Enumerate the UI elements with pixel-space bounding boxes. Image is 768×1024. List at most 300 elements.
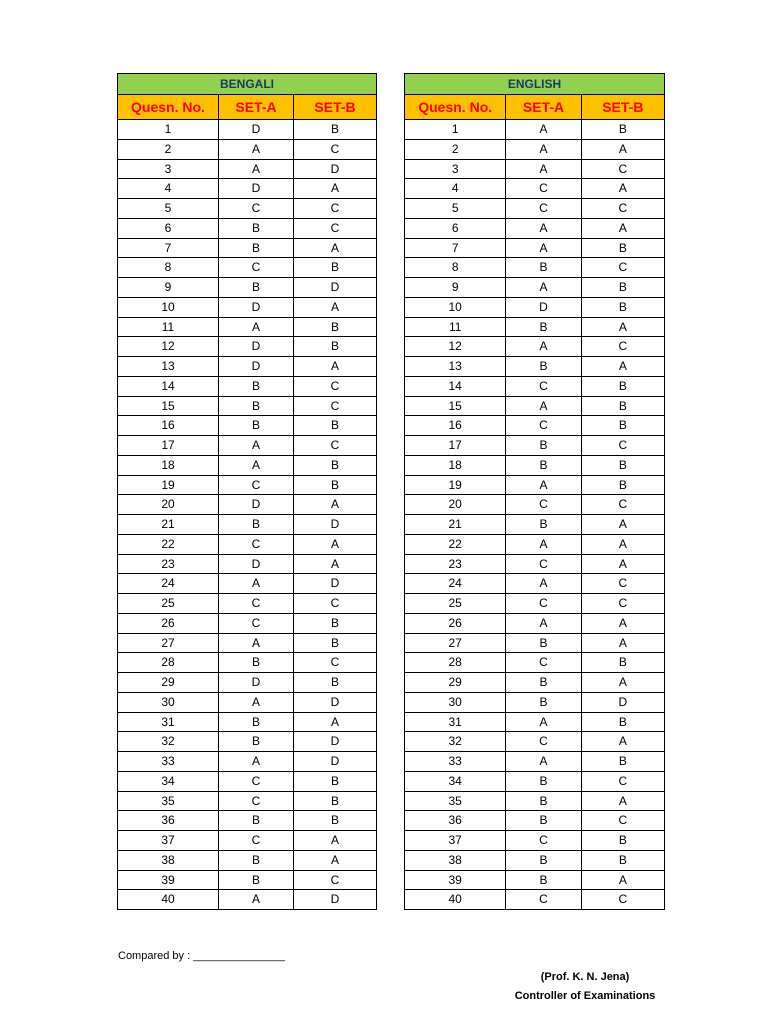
signatory-title: Controller of Examinations xyxy=(514,990,656,1002)
set-a-answer-cell: D xyxy=(219,120,294,140)
header-question-number: Quesn. No. xyxy=(118,95,219,120)
set-b-answer-cell: A xyxy=(581,732,664,752)
set-b-answer-cell: C xyxy=(294,436,377,456)
table-row xyxy=(405,653,665,673)
set-a-answer-cell: B xyxy=(219,515,294,535)
question-number-cell: 9 xyxy=(118,278,219,298)
set-a-answer-cell: C xyxy=(506,376,581,396)
set-a-answer-cell: C xyxy=(219,831,294,851)
table-row xyxy=(405,633,665,653)
table-header-row xyxy=(118,95,377,120)
table-title-row xyxy=(118,74,377,95)
set-b-answer-cell: A xyxy=(294,179,377,199)
question-number-cell: 37 xyxy=(405,831,506,851)
table-row xyxy=(405,376,665,396)
set-a-answer-cell: A xyxy=(506,396,581,416)
set-b-answer-cell: B xyxy=(581,120,664,140)
set-a-answer-cell: A xyxy=(506,337,581,357)
set-a-answer-cell: A xyxy=(219,159,294,179)
question-number-cell: 12 xyxy=(405,337,506,357)
set-a-answer-cell: A xyxy=(506,120,581,140)
question-number-cell: 31 xyxy=(405,712,506,732)
set-a-answer-cell: B xyxy=(219,238,294,258)
set-b-answer-cell: A xyxy=(581,357,664,377)
set-a-answer-cell: A xyxy=(219,574,294,594)
table-row xyxy=(118,613,377,633)
set-b-answer-cell: A xyxy=(581,673,664,693)
set-a-answer-cell: C xyxy=(506,594,581,614)
table-row xyxy=(118,238,377,258)
set-b-answer-cell: B xyxy=(581,455,664,475)
question-number-cell: 27 xyxy=(405,633,506,653)
set-a-answer-cell: C xyxy=(506,653,581,673)
table-row xyxy=(118,199,377,219)
bengali-answer-table xyxy=(117,73,377,910)
set-b-answer-cell: C xyxy=(581,199,664,219)
question-number-cell: 11 xyxy=(405,317,506,337)
table-row xyxy=(118,495,377,515)
set-b-answer-cell: A xyxy=(581,791,664,811)
question-number-cell: 25 xyxy=(405,594,506,614)
english-answer-table xyxy=(404,73,665,910)
question-number-cell: 35 xyxy=(405,791,506,811)
table-row xyxy=(118,317,377,337)
question-number-cell: 3 xyxy=(405,159,506,179)
set-b-answer-cell: A xyxy=(294,850,377,870)
question-number-cell: 22 xyxy=(405,534,506,554)
question-number-cell: 39 xyxy=(118,870,219,890)
set-a-answer-cell: A xyxy=(506,139,581,159)
set-a-answer-cell: D xyxy=(219,554,294,574)
set-b-answer-cell: A xyxy=(294,357,377,377)
table-row xyxy=(405,673,665,693)
header-set-a: SET-A xyxy=(219,95,294,120)
set-a-answer-cell: A xyxy=(219,455,294,475)
set-a-answer-cell: A xyxy=(219,752,294,772)
set-a-answer-cell: A xyxy=(219,436,294,456)
table-row xyxy=(405,199,665,219)
question-number-cell: 14 xyxy=(405,376,506,396)
table-row xyxy=(405,357,665,377)
question-number-cell: 26 xyxy=(118,613,219,633)
set-a-answer-cell: B xyxy=(506,870,581,890)
set-a-answer-cell: D xyxy=(219,357,294,377)
set-a-answer-cell: D xyxy=(219,179,294,199)
question-number-cell: 8 xyxy=(118,258,219,278)
set-b-answer-cell: C xyxy=(294,653,377,673)
question-number-cell: 17 xyxy=(405,436,506,456)
set-a-answer-cell: C xyxy=(506,831,581,851)
set-a-answer-cell: B xyxy=(219,850,294,870)
question-number-cell: 10 xyxy=(118,297,219,317)
set-a-answer-cell: B xyxy=(506,791,581,811)
set-a-answer-cell: B xyxy=(506,317,581,337)
question-number-cell: 32 xyxy=(405,732,506,752)
table-row xyxy=(118,692,377,712)
set-a-answer-cell: B xyxy=(219,870,294,890)
question-number-cell: 28 xyxy=(405,653,506,673)
table-row xyxy=(405,692,665,712)
question-number-cell: 4 xyxy=(405,179,506,199)
set-b-answer-cell: A xyxy=(581,554,664,574)
set-a-answer-cell: C xyxy=(506,179,581,199)
question-number-cell: 1 xyxy=(118,120,219,140)
question-number-cell: 38 xyxy=(405,850,506,870)
question-number-cell: 34 xyxy=(118,771,219,791)
question-number-cell: 33 xyxy=(405,752,506,772)
set-a-answer-cell: A xyxy=(506,238,581,258)
set-b-answer-cell: C xyxy=(581,574,664,594)
table-row xyxy=(405,278,665,298)
set-a-answer-cell: C xyxy=(219,258,294,278)
set-b-answer-cell: C xyxy=(581,811,664,831)
set-b-answer-cell: B xyxy=(294,633,377,653)
set-b-answer-cell: A xyxy=(581,534,664,554)
table-row xyxy=(405,475,665,495)
question-number-cell: 13 xyxy=(118,357,219,377)
set-b-answer-cell: C xyxy=(581,771,664,791)
set-b-answer-cell: D xyxy=(294,159,377,179)
set-a-answer-cell: B xyxy=(506,357,581,377)
table-row xyxy=(118,574,377,594)
set-a-answer-cell: B xyxy=(219,811,294,831)
set-a-answer-cell: C xyxy=(506,416,581,436)
set-b-answer-cell: C xyxy=(294,594,377,614)
set-a-answer-cell: A xyxy=(219,890,294,910)
table-row xyxy=(118,752,377,772)
set-b-answer-cell: A xyxy=(581,515,664,535)
set-b-answer-cell: D xyxy=(294,732,377,752)
set-b-answer-cell: B xyxy=(294,258,377,278)
set-b-answer-cell: A xyxy=(581,317,664,337)
table-row xyxy=(405,159,665,179)
set-b-answer-cell: A xyxy=(581,633,664,653)
table-row xyxy=(405,515,665,535)
question-number-cell: 32 xyxy=(118,732,219,752)
question-number-cell: 36 xyxy=(118,811,219,831)
table-row xyxy=(118,179,377,199)
table-row xyxy=(118,534,377,554)
table-header-row xyxy=(405,95,665,120)
set-b-answer-cell: C xyxy=(294,199,377,219)
set-b-answer-cell: A xyxy=(294,495,377,515)
question-number-cell: 37 xyxy=(118,831,219,851)
set-a-answer-cell: B xyxy=(219,653,294,673)
table-title-row xyxy=(405,74,665,95)
signatory-block xyxy=(490,968,680,1006)
set-b-answer-cell: B xyxy=(294,455,377,475)
question-number-cell: 24 xyxy=(405,574,506,594)
set-b-answer-cell: C xyxy=(581,436,664,456)
table-row xyxy=(405,771,665,791)
table-row xyxy=(118,396,377,416)
set-b-answer-cell: B xyxy=(581,376,664,396)
question-number-cell: 2 xyxy=(405,139,506,159)
question-number-cell: 19 xyxy=(405,475,506,495)
set-b-answer-cell: D xyxy=(294,890,377,910)
header-question-number: Quesn. No. xyxy=(405,95,506,120)
table-row xyxy=(405,238,665,258)
question-number-cell: 30 xyxy=(405,692,506,712)
table-row xyxy=(118,475,377,495)
table-row xyxy=(405,396,665,416)
question-number-cell: 16 xyxy=(118,416,219,436)
set-a-answer-cell: B xyxy=(506,515,581,535)
question-number-cell: 18 xyxy=(118,455,219,475)
table-row xyxy=(118,850,377,870)
question-number-cell: 34 xyxy=(405,771,506,791)
table-row xyxy=(118,455,377,475)
table-body xyxy=(118,74,377,910)
set-b-answer-cell: C xyxy=(581,495,664,515)
question-number-cell: 5 xyxy=(405,199,506,219)
table-row xyxy=(118,712,377,732)
set-b-answer-cell: B xyxy=(294,416,377,436)
question-number-cell: 26 xyxy=(405,613,506,633)
set-b-answer-cell: B xyxy=(294,673,377,693)
set-a-answer-cell: C xyxy=(219,791,294,811)
set-b-answer-cell: B xyxy=(581,752,664,772)
question-number-cell: 39 xyxy=(405,870,506,890)
set-a-answer-cell: C xyxy=(506,890,581,910)
table-row xyxy=(405,337,665,357)
set-a-answer-cell: D xyxy=(219,297,294,317)
set-b-answer-cell: B xyxy=(294,120,377,140)
table-row xyxy=(118,357,377,377)
question-number-cell: 2 xyxy=(118,139,219,159)
table-row xyxy=(405,870,665,890)
set-a-answer-cell: A xyxy=(219,139,294,159)
table-row xyxy=(405,791,665,811)
set-b-answer-cell: D xyxy=(294,692,377,712)
set-a-answer-cell: B xyxy=(219,396,294,416)
set-a-answer-cell: B xyxy=(506,771,581,791)
set-a-answer-cell: C xyxy=(219,771,294,791)
question-number-cell: 3 xyxy=(118,159,219,179)
set-b-answer-cell: A xyxy=(294,712,377,732)
signatory-name: (Prof. K. N. Jena) xyxy=(540,971,630,983)
set-a-answer-cell: A xyxy=(506,613,581,633)
table-row xyxy=(118,218,377,238)
table-row xyxy=(118,771,377,791)
table-row xyxy=(118,258,377,278)
table-row xyxy=(118,376,377,396)
table-row xyxy=(405,495,665,515)
question-number-cell: 4 xyxy=(118,179,219,199)
table-row xyxy=(118,633,377,653)
table-body xyxy=(405,74,665,910)
set-b-answer-cell: B xyxy=(294,475,377,495)
set-a-answer-cell: B xyxy=(506,673,581,693)
table-row xyxy=(405,811,665,831)
question-number-cell: 20 xyxy=(118,495,219,515)
question-number-cell: 20 xyxy=(405,495,506,515)
set-b-answer-cell: C xyxy=(581,594,664,614)
header-set-b: SET-B xyxy=(581,95,664,120)
table-row xyxy=(405,712,665,732)
set-b-answer-cell: C xyxy=(294,376,377,396)
question-number-cell: 23 xyxy=(118,554,219,574)
question-number-cell: 25 xyxy=(118,594,219,614)
question-number-cell: 23 xyxy=(405,554,506,574)
set-a-answer-cell: B xyxy=(506,850,581,870)
set-a-answer-cell: B xyxy=(506,633,581,653)
table-row xyxy=(118,159,377,179)
set-a-answer-cell: D xyxy=(219,673,294,693)
set-a-answer-cell: B xyxy=(506,692,581,712)
set-a-answer-cell: B xyxy=(506,811,581,831)
question-number-cell: 13 xyxy=(405,357,506,377)
table-row xyxy=(405,534,665,554)
question-number-cell: 18 xyxy=(405,455,506,475)
set-a-answer-cell: A xyxy=(506,534,581,554)
question-number-cell: 29 xyxy=(118,673,219,693)
question-number-cell: 12 xyxy=(118,337,219,357)
question-number-cell: 24 xyxy=(118,574,219,594)
set-b-answer-cell: D xyxy=(294,515,377,535)
table-row xyxy=(118,831,377,851)
table-row xyxy=(405,139,665,159)
table-row xyxy=(118,278,377,298)
set-b-answer-cell: C xyxy=(581,337,664,357)
table-row xyxy=(405,218,665,238)
set-b-answer-cell: D xyxy=(294,752,377,772)
set-a-answer-cell: A xyxy=(219,633,294,653)
table-row xyxy=(405,554,665,574)
set-b-answer-cell: D xyxy=(581,692,664,712)
set-a-answer-cell: B xyxy=(219,376,294,396)
table-row xyxy=(118,337,377,357)
set-b-answer-cell: B xyxy=(294,337,377,357)
set-a-answer-cell: C xyxy=(219,534,294,554)
set-b-answer-cell: B xyxy=(294,613,377,633)
set-a-answer-cell: B xyxy=(219,218,294,238)
question-number-cell: 7 xyxy=(118,238,219,258)
set-b-answer-cell: C xyxy=(294,139,377,159)
set-a-answer-cell: D xyxy=(219,495,294,515)
set-b-answer-cell: B xyxy=(581,831,664,851)
table-row xyxy=(405,436,665,456)
question-number-cell: 21 xyxy=(405,515,506,535)
question-number-cell: 15 xyxy=(405,396,506,416)
set-b-answer-cell: B xyxy=(581,416,664,436)
question-number-cell: 31 xyxy=(118,712,219,732)
table-row xyxy=(118,297,377,317)
set-b-answer-cell: A xyxy=(581,179,664,199)
question-number-cell: 8 xyxy=(405,258,506,278)
set-b-answer-cell: B xyxy=(581,278,664,298)
table-row xyxy=(405,120,665,140)
set-a-answer-cell: B xyxy=(219,712,294,732)
set-b-answer-cell: B xyxy=(294,771,377,791)
set-b-answer-cell: B xyxy=(581,653,664,673)
set-b-answer-cell: B xyxy=(581,297,664,317)
table-row xyxy=(118,120,377,140)
set-b-answer-cell: B xyxy=(581,712,664,732)
set-a-answer-cell: A xyxy=(219,317,294,337)
table-row xyxy=(118,791,377,811)
set-a-answer-cell: A xyxy=(506,278,581,298)
question-number-cell: 15 xyxy=(118,396,219,416)
table-row xyxy=(405,297,665,317)
table-row xyxy=(405,416,665,436)
table-row xyxy=(405,317,665,337)
table-row xyxy=(118,890,377,910)
set-b-answer-cell: B xyxy=(294,317,377,337)
question-number-cell: 9 xyxy=(405,278,506,298)
set-b-answer-cell: A xyxy=(294,534,377,554)
table-row xyxy=(405,258,665,278)
question-number-cell: 33 xyxy=(118,752,219,772)
question-number-cell: 40 xyxy=(405,890,506,910)
set-a-answer-cell: D xyxy=(219,337,294,357)
set-b-answer-cell: C xyxy=(581,258,664,278)
table-row xyxy=(118,416,377,436)
question-number-cell: 6 xyxy=(405,218,506,238)
set-a-answer-cell: B xyxy=(219,416,294,436)
table-row xyxy=(118,554,377,574)
set-a-answer-cell: B xyxy=(506,436,581,456)
question-number-cell: 22 xyxy=(118,534,219,554)
table-row xyxy=(118,811,377,831)
question-number-cell: 35 xyxy=(118,791,219,811)
set-a-answer-cell: A xyxy=(506,475,581,495)
table-row xyxy=(405,752,665,772)
set-b-answer-cell: A xyxy=(294,554,377,574)
table-row xyxy=(405,732,665,752)
question-number-cell: 40 xyxy=(118,890,219,910)
set-a-answer-cell: A xyxy=(506,752,581,772)
set-b-answer-cell: A xyxy=(581,218,664,238)
set-a-answer-cell: A xyxy=(506,712,581,732)
set-b-answer-cell: B xyxy=(581,475,664,495)
table-row xyxy=(405,850,665,870)
table-row xyxy=(405,831,665,851)
question-number-cell: 21 xyxy=(118,515,219,535)
question-number-cell: 28 xyxy=(118,653,219,673)
question-number-cell: 27 xyxy=(118,633,219,653)
table-row xyxy=(405,594,665,614)
table-row xyxy=(118,870,377,890)
table-row xyxy=(118,673,377,693)
set-b-answer-cell: C xyxy=(294,396,377,416)
set-b-answer-cell: B xyxy=(581,238,664,258)
set-a-answer-cell: C xyxy=(219,594,294,614)
table-row xyxy=(118,139,377,159)
question-number-cell: 5 xyxy=(118,199,219,219)
set-b-answer-cell: C xyxy=(294,218,377,238)
set-b-answer-cell: A xyxy=(294,297,377,317)
question-number-cell: 19 xyxy=(118,475,219,495)
question-number-cell: 38 xyxy=(118,850,219,870)
question-number-cell: 10 xyxy=(405,297,506,317)
set-b-answer-cell: A xyxy=(294,238,377,258)
question-number-cell: 14 xyxy=(118,376,219,396)
table-row xyxy=(405,890,665,910)
set-a-answer-cell: C xyxy=(506,199,581,219)
set-b-answer-cell: A xyxy=(581,139,664,159)
table-row xyxy=(405,455,665,475)
set-b-answer-cell: A xyxy=(581,613,664,633)
table-row xyxy=(118,732,377,752)
table-row xyxy=(118,594,377,614)
table-row xyxy=(118,436,377,456)
set-b-answer-cell: B xyxy=(294,791,377,811)
table-row xyxy=(118,653,377,673)
set-a-answer-cell: A xyxy=(506,218,581,238)
set-b-answer-cell: A xyxy=(294,831,377,851)
compared-by-line: Compared by : _______________ xyxy=(118,950,285,962)
